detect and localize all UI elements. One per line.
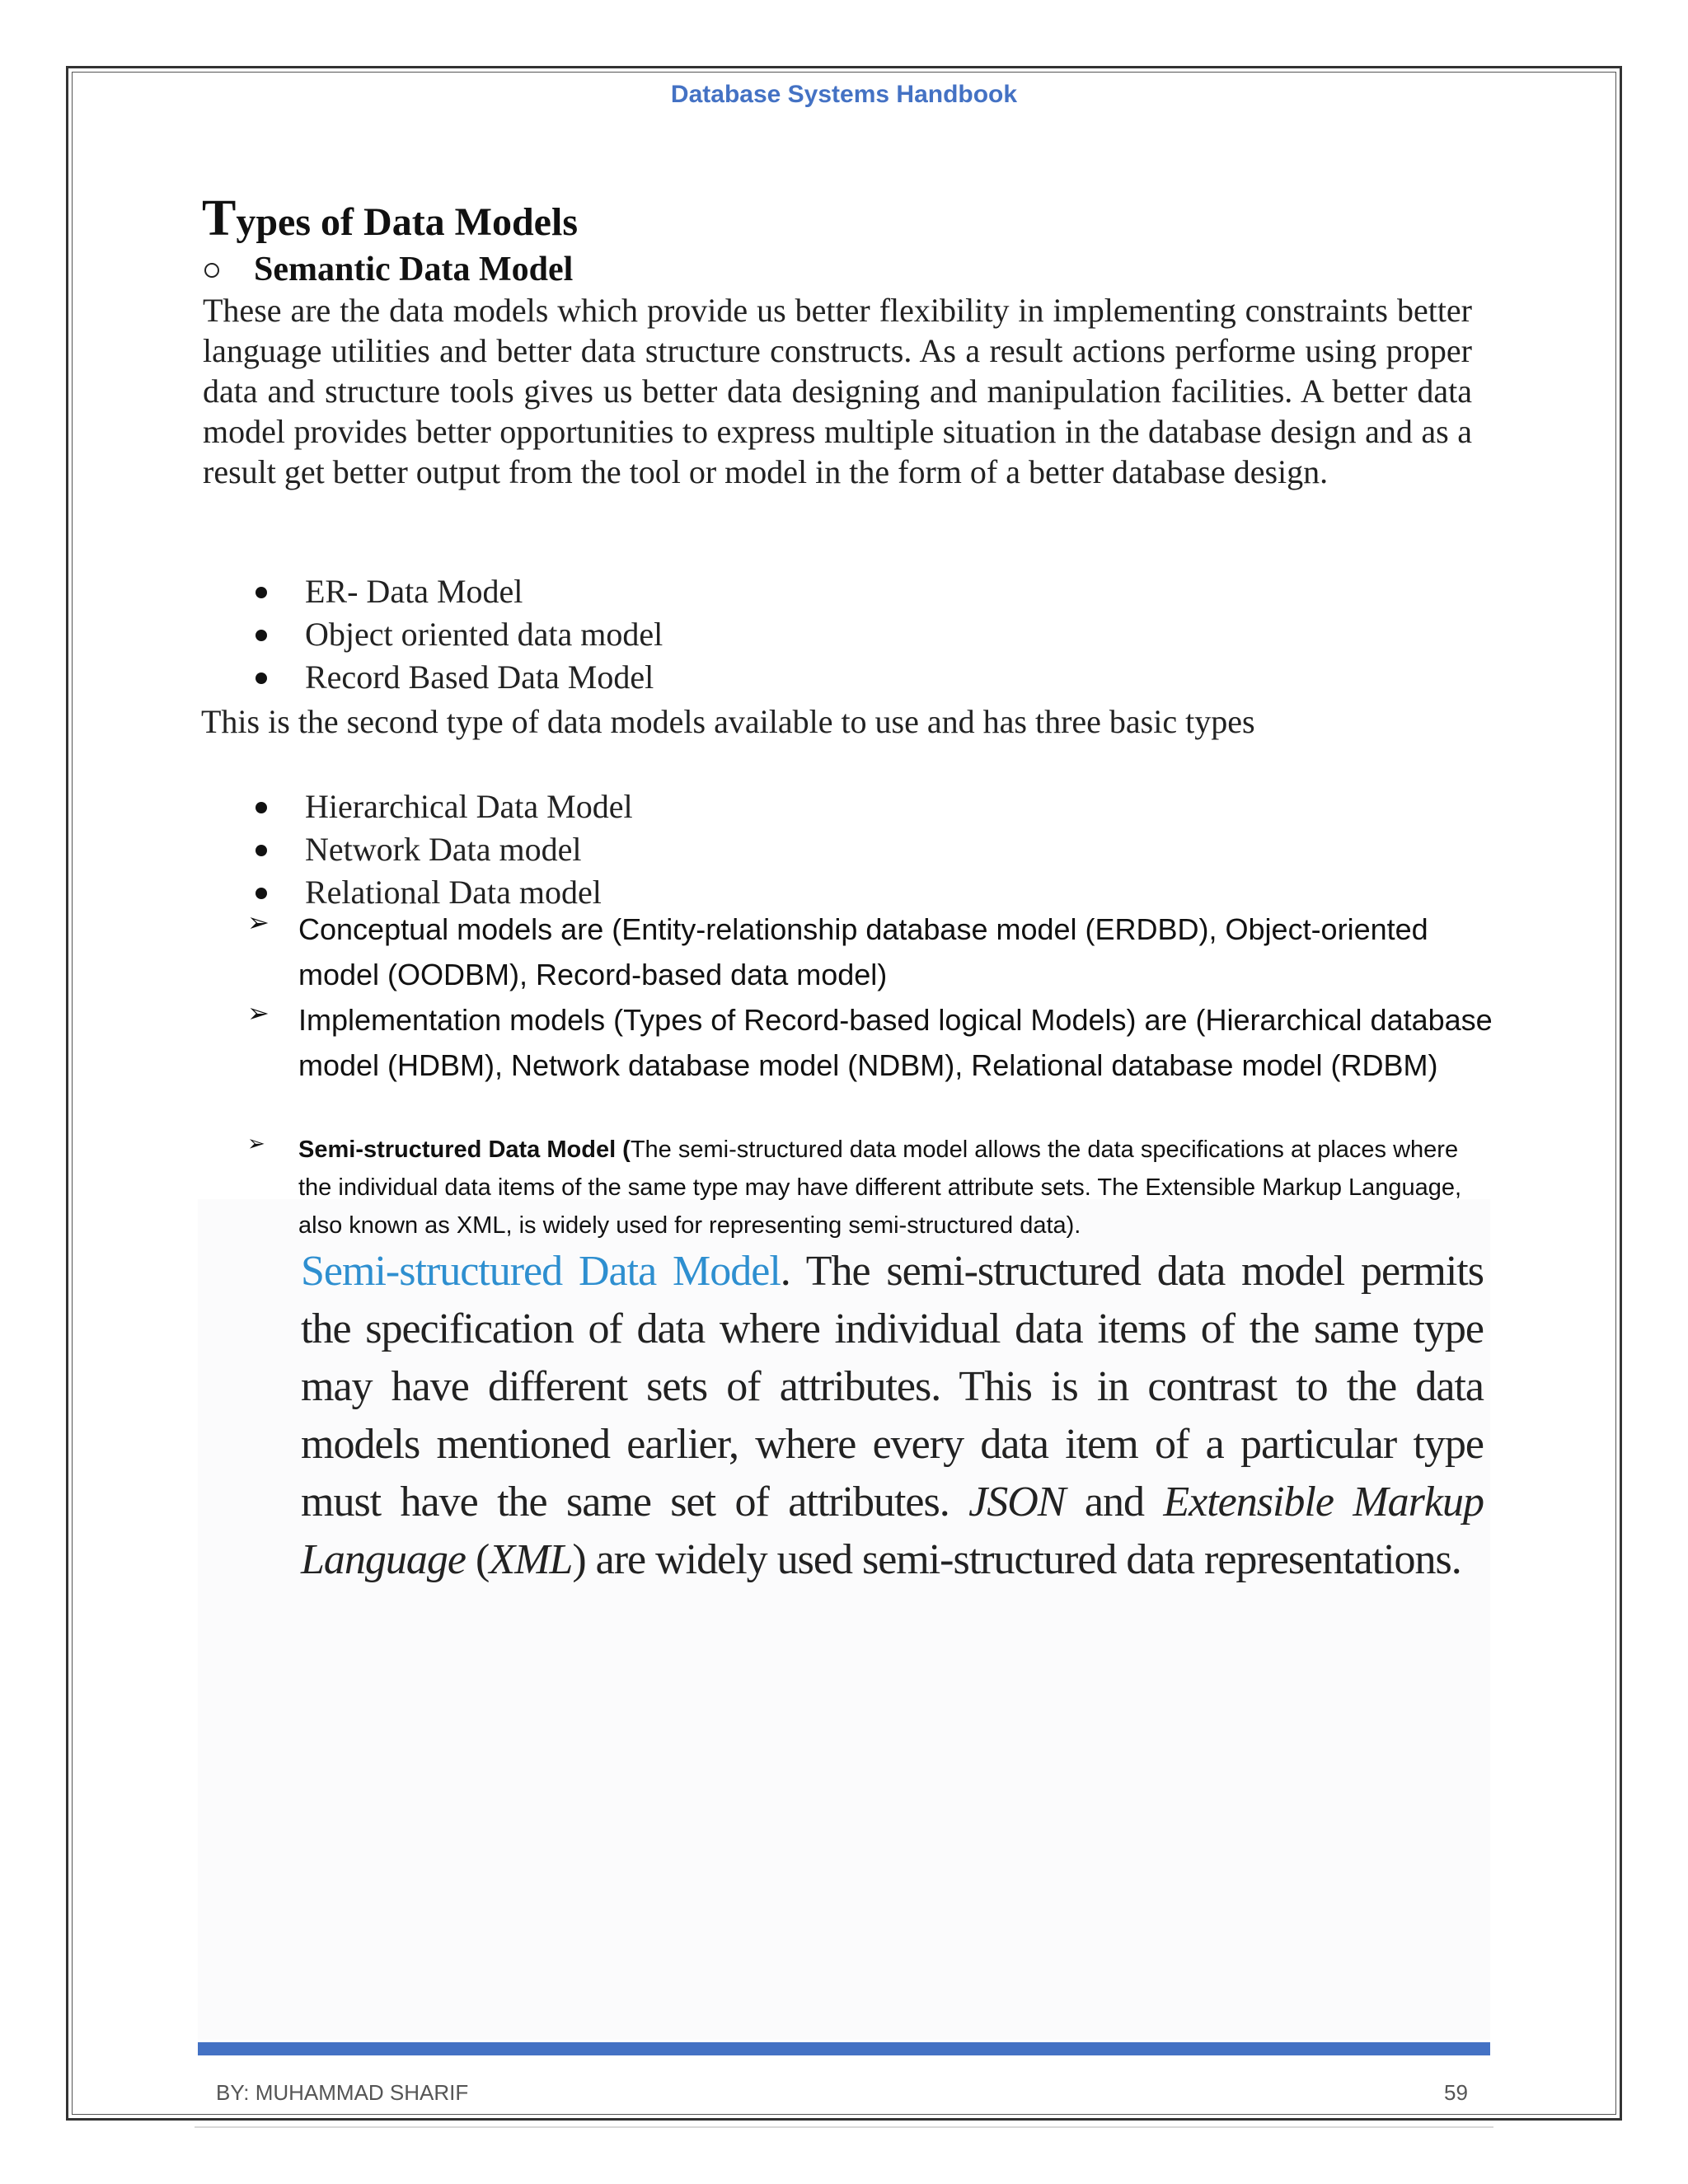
arrow-item-text: Conceptual models are (Entity-relationship database model (ERDBD), Object-oriented model (OODBM), Record-based data model) xyxy=(298,912,1428,991)
page-header: Database Systems Handbook xyxy=(670,81,1018,108)
list-item: ER- Data Model xyxy=(247,570,663,613)
arrow-bullet-icon: ➢ xyxy=(247,907,270,937)
footer-bar xyxy=(198,2042,1490,2055)
book-excerpt xyxy=(301,1243,1484,1589)
arrow-bullet-icon: ➢ xyxy=(247,998,270,1028)
arrow-item-bold: Semi-structured Data Model ( xyxy=(298,1137,631,1163)
book-xml-full: Extensible Markup Language xyxy=(301,1479,1484,1583)
bullet-list-semantic xyxy=(247,570,663,699)
list-item: Object oriented data model xyxy=(247,613,663,656)
footer-divider xyxy=(195,2126,1493,2128)
list-item: Hierarchical Data Model xyxy=(247,785,633,828)
list-item: Record Based Data Model xyxy=(247,656,663,699)
body-paragraph: These are the data models which provide us better flexibility in implementing constraints better language utilities and better data structure constructs. As a result actions performe using proper data and structure tools gives us better data designing and manipulation facilities. A better data model provides better opportunities to express multiple situation in the database design and as a result get better output from the tool or model in the form of a better database design. xyxy=(203,292,1472,490)
list-item: Relational Data model xyxy=(247,871,633,914)
book-part2: ) are widely used semi-structured data representations. xyxy=(572,1536,1461,1583)
arrow-item-text: Implementation models (Types of Record-based logical Models) are (Hierarchical database model (HDBM), Network database model (NDBM), Relational database model (RDBM) xyxy=(298,1003,1493,1082)
footer-author: BY: MUHAMMAD SHARIF xyxy=(216,2080,469,2105)
subheading-text: Semantic Data Model xyxy=(254,251,574,288)
title-initial: T xyxy=(202,190,237,246)
arrow-bullet-icon: ➢ xyxy=(247,1131,265,1155)
arrow-item-body: The semi-structured data model allows the data specifications at places where the individual data items of the same type may have different attribute sets. The Extensible Markup Language, also known as XML, is widely used for representing semi-structured data). xyxy=(298,1137,1462,1239)
book-json: JSON xyxy=(968,1479,1066,1526)
bullet-list-record xyxy=(247,785,633,914)
subheading xyxy=(204,250,573,289)
second-type-line: This is the second type of data models available to use and has three basic types xyxy=(201,703,1255,740)
book-and: and xyxy=(1065,1479,1164,1526)
book-xml-abbr: XML xyxy=(489,1536,573,1583)
book-part1: . The semi-structured data model permits the specification of data where individual data items of the same type may have different sets of attributes. This is in contrast to the data models mentioned earlier, where every data item of a particular type must have the same set of attributes. xyxy=(301,1248,1484,1526)
circle-bullet-icon xyxy=(204,263,219,278)
list-item: Network Data model xyxy=(247,828,633,871)
book-lead: Semi-structured Data Model xyxy=(301,1248,781,1295)
section-title xyxy=(202,190,578,248)
book-xml-open: ( xyxy=(466,1536,490,1583)
title-rest: ypes of Data Models xyxy=(236,200,578,244)
page-number: 59 xyxy=(1444,2080,1468,2105)
arrow-item-text xyxy=(298,1131,1493,1244)
